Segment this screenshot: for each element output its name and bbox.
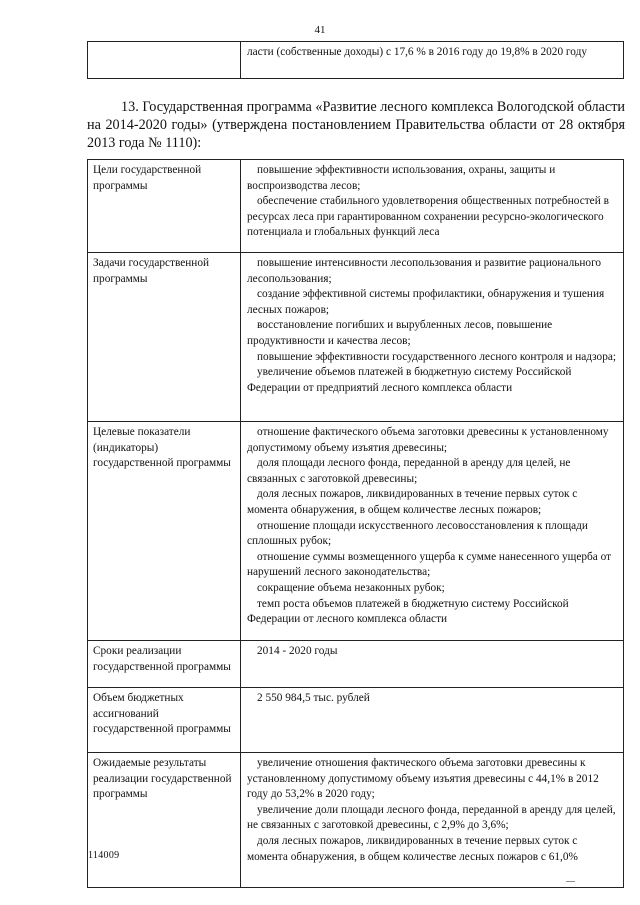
row-item: сокращение объема незаконных рубок;: [257, 581, 445, 594]
row-item: доля лесных пожаров, ликвидированных в течение первых суток с момента обнаружения, в общем количестве лесных пожаров с 61,0%: [247, 834, 578, 863]
row-item: повышение эффективности использования, охраны, защиты и воспроизводства лесов;: [247, 164, 556, 192]
continuation-table: [87, 41, 624, 79]
section-heading-text: 13. Государственная программа «Развитие лесного комплекса Вологодской области на 2014-2020 годы» (утверждена постановлением Правительства области от 28 октября 2013 года № 1110):: [87, 99, 625, 152]
row-label-cell: Цели государственной программы: [88, 160, 241, 253]
page-number: 41: [314, 24, 326, 36]
row-item: доля площади лесного фонда, переданной в аренду для целей, не связанных с заготовкой древесины;: [247, 457, 571, 485]
row-item: отношение фактического объема заготовки древесины к установленному допустимому объему изъятия древесины;: [247, 426, 609, 454]
row-item: отношение суммы возмещенного ущерба к сумме нанесенного ущерба от нарушений лесного законодательства;: [247, 550, 612, 579]
row-item: создание эффективной системы профилактики, обнаружения и тушения лесных пожаров;: [247, 288, 605, 316]
row-item: увеличение отношения фактического объема заготовки древесины к установленному допустимому объему изъятия древесины с 44,1% в 2012 году до 53,2% в 2020 году;: [247, 757, 599, 801]
row-label-cell: Целевые показатели (индикаторы) государственной программы: [88, 422, 241, 641]
row-item: темп роста объемов платежей в бюджетную систему Российской Федерации от лесного комплекса области: [247, 597, 569, 626]
row-item: повышение интенсивности лесопользования и развитие рационального лесопользования;: [247, 257, 602, 285]
program-passport-table: [87, 159, 624, 888]
row-item: доля лесных пожаров, ликвидированных в течение первых суток с момента обнаружения, в общем количестве лесных пожаров;: [247, 488, 578, 516]
row-content-cell: [241, 253, 624, 422]
row-content-cell: [241, 641, 624, 688]
continuation-label-cell: [88, 42, 241, 79]
continuation-text-cell: ласти (собственные доходы) с 17,6 % в 2016 году до 19,8% в 2020 году: [241, 42, 624, 79]
row-content-cell: [241, 688, 624, 753]
row-item: восстановление погибших и вырубленных лесов, повышение продуктивности и качества лесов;: [247, 319, 553, 347]
table-row: [88, 253, 624, 422]
row-item: отношение площади искусственного лесовосстановления к площади сплошных рубок;: [247, 519, 588, 548]
row-label-cell: Объем бюджетных ассигнований государственной программы: [88, 688, 241, 753]
section-heading: [87, 98, 625, 153]
table-row: [88, 641, 624, 688]
table-row: [88, 753, 624, 888]
row-item: 2014 - 2020 годы: [257, 645, 338, 657]
row-item: увеличение доли площади лесного фонда, переданной в аренду для целей, не связанных с заготовкой древесины, с 2,9% до 3,6%;: [247, 803, 616, 832]
row-item: увеличение объемов платежей в бюджетную систему Российской Федерации от предприятий лесного комплекса области: [247, 366, 572, 394]
row-item: 2 550 984,5 тыс. рублей: [257, 692, 370, 704]
row-content-cell: [241, 160, 624, 253]
table-row: [88, 160, 624, 253]
row-item: обеспечение стабильного удовлетворения общественных потребностей в ресурсах леса при гарантированном сохранении ресурсно-экологического потенциала и глобальных функций леса: [247, 195, 609, 239]
row-item: повышение эффективности государственного лесного контроля и надзора;: [257, 350, 616, 363]
footer-code: 114009: [88, 850, 120, 861]
table-row: [88, 688, 624, 753]
bottom-mark: —: [566, 876, 574, 886]
row-content-cell: [241, 753, 624, 888]
row-label-cell: Задачи государственной программы: [88, 253, 241, 422]
row-label-cell: Сроки реализации государственной программы: [88, 641, 241, 688]
row-label-cell: Ожидаемые результаты реализации государственной программы: [88, 753, 241, 888]
row-content-cell: [241, 422, 624, 641]
table-row: [88, 422, 624, 641]
table-row: [88, 42, 624, 79]
